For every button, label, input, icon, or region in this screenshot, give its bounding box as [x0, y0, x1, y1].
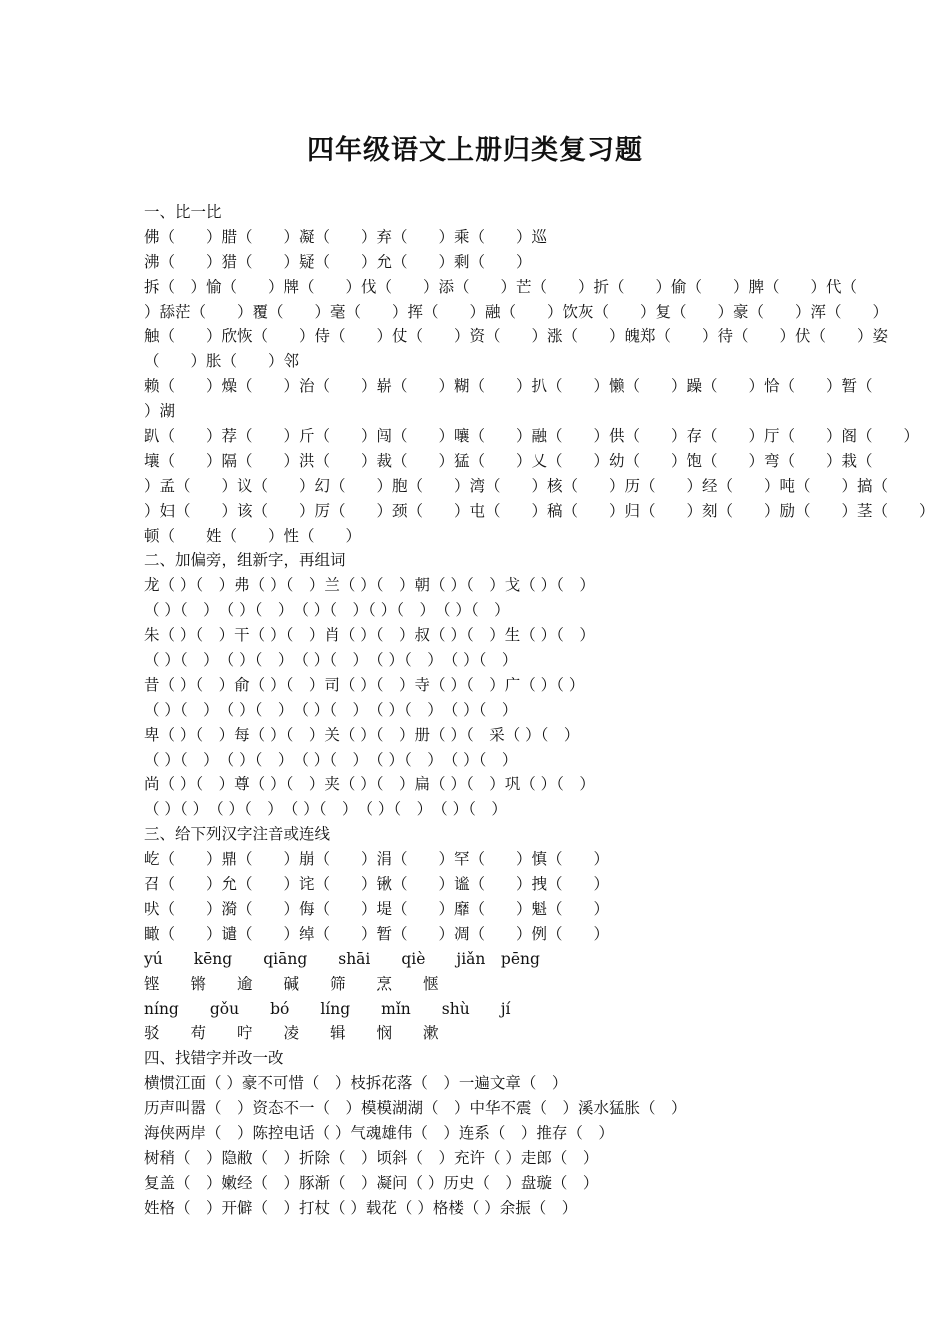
text-line: 朱（ ）（ ）干（ ）（ ）肖（ ）（ ）叔（ ）（ ）生（ ）（ ）: [144, 626, 595, 645]
text-line: 四、找错字并改一改: [144, 1049, 284, 1068]
text-line: 二、加偏旁，组新字，再组词: [144, 551, 346, 570]
text-line: 复盖（ ）嫩经（ ）豚渐（ ）凝问（ ）历史（ ）盘璇（ ）: [144, 1173, 599, 1192]
text-line: 树稍（ ）隐敝（ ）折除（ ）顷斜（ ）充许（ ）走郎（ ）: [144, 1148, 599, 1167]
text-line: ）孟（ ）议（ ）幻（ ）胞（ ）湾（ ）核（ ）历（ ）经（ ）吨（ ）搞（: [144, 476, 889, 495]
text-line: 龙（ ）（ ）弗（ ）（ ）兰（ ）（ ）朝（ ）（ ）戈（ ）（ ）: [144, 576, 595, 595]
text-line: níng gǒu bó líng mǐn shù jí: [144, 999, 511, 1018]
text-line: 趴（ ）荐（ ）斤（ ）闯（ ）嚷（ ）融（ ）供（ ）存（ ）厅（ ）阁（ ）: [144, 427, 920, 446]
exercise-content: [144, 200, 935, 1221]
page-title: 四年级语文上册归类复习题: [307, 135, 643, 166]
text-line: ）舔茫（ ）覆（ ）毫（ ）挥（ ）融（ ）饮灰（ ）复（ ）豪（ ）浑（ ）: [144, 302, 889, 321]
text-line: yú kēng qiāng shāi qiè jiǎn pēng: [144, 949, 540, 968]
text-line: （ ）（ ） （ ）（ ） （ ）（ ） （ ）（ ） （ ）（ ）: [144, 750, 518, 769]
text-line: 三、给下列汉字注音或连线: [144, 825, 331, 844]
text-line: 顿（ 姓（ ）性（ ）: [144, 526, 362, 545]
text-line: 尚（ ）（ ）尊（ ）（ ）夹（ ）（ ）扁（ ）（ ）巩（ ）（ ）: [144, 775, 595, 794]
text-line: 历声叫嚣（ ）资态不一（ ）模模湖湖（ ）中华不震（ ）溪水猛胀（ ）: [144, 1099, 687, 1118]
text-line: 昔（ ）（ ）俞（ ）（ ）司（ ）（ ）寺（ ）（ ）广（ ）（ ）: [144, 675, 585, 694]
text-line: 一、比一比: [144, 203, 222, 221]
text-line: 驳 苟 咛 凌 辑 悯 漱: [144, 1024, 439, 1043]
text-line: 卑（ ）（ ）每（ ）（ ）关（ ）（ ）册（ ）（ 采（ ）（ ）: [144, 725, 580, 744]
text-line: （ ）（ ） （ ）（ ） （ ）（ ） （ ）（ ） （ ）（ ）: [144, 651, 518, 670]
text-line: （ ）（ ） （ ）（ ） （ ）（ ）（ ）（ ） （ ）（ ）: [144, 601, 510, 620]
text-line: ）湖: [144, 402, 176, 421]
text-line: 召（ ）允（ ）诧（ ）锹（ ）谧（ ）拽（ ）: [144, 875, 610, 894]
text-line: （ ）胀（ ）邻: [144, 352, 300, 371]
text-line: 赖（ ）燥（ ）治（ ）崭（ ）糊（ ）扒（ ）懒（ ）躁（ ）恰（ ）暂（: [144, 377, 873, 396]
text-line: 瞰（ ）谴（ ）绰（ ）暂（ ）凋（ ）例（ ）: [144, 924, 610, 943]
text-line: 海侠两岸（ ）陈控电话（ ）气魂雄伟（ ）连系（ ）推存（ ）: [144, 1123, 614, 1142]
text-line: 佛（ ）腊（ ）凝（ ）弃（ ）乘（ ）巡: [144, 227, 548, 246]
text-line: 屹（ ）鼎（ ）崩（ ）涓（ ）罕（ ）慎（ ）: [144, 850, 610, 869]
text-line: ）妇（ ）该（ ）厉（ ）颈（ ）屯（ ）稿（ ）归（ ）刻（ ）励（ ）茎（ ）: [144, 501, 935, 520]
text-line: 触（ ）欣恢（ ）侍（ ）仗（ ）资（ ）涨（ ）魄郑（ ）待（ ）伏（ ）姿: [144, 327, 889, 346]
text-line: 拆（ ）愉（ ）牌（ ）伐（ ）添（ ）芒（ ）折（ ）偷（ ）脾（ ）代（: [144, 277, 858, 296]
text-line: 壤（ ）隔（ ）洪（ ）裁（ ）猛（ ）乂（ ）幼（ ）饱（ ）弯（ ）栽（: [144, 451, 873, 470]
text-line: 吠（ ）漪（ ）侮（ ）堤（ ）靡（ ）魁（ ）: [144, 899, 610, 918]
text-line: 横惯江面（ ）豪不可惜（ ）枝拆花落（ ）一遍文章（ ）: [144, 1074, 568, 1093]
text-line: 铿 锵 逾 碱 筛 烹 惬: [144, 974, 439, 993]
text-line: （ ）（ ） （ ）（ ） （ ）（ ） （ ）（ ） （ ）（ ）: [144, 800, 507, 819]
text-line: （ ）（ ） （ ）（ ） （ ）（ ） （ ）（ ） （ ）（ ）: [144, 700, 518, 719]
text-line: 沸（ ）猎（ ）疑（ ）允（ ）剩（ ）: [144, 252, 532, 271]
text-line: 姓格（ ）开僻（ ）打杖（ ）载花（ ）格楼（ ）余振（ ）: [144, 1198, 578, 1217]
